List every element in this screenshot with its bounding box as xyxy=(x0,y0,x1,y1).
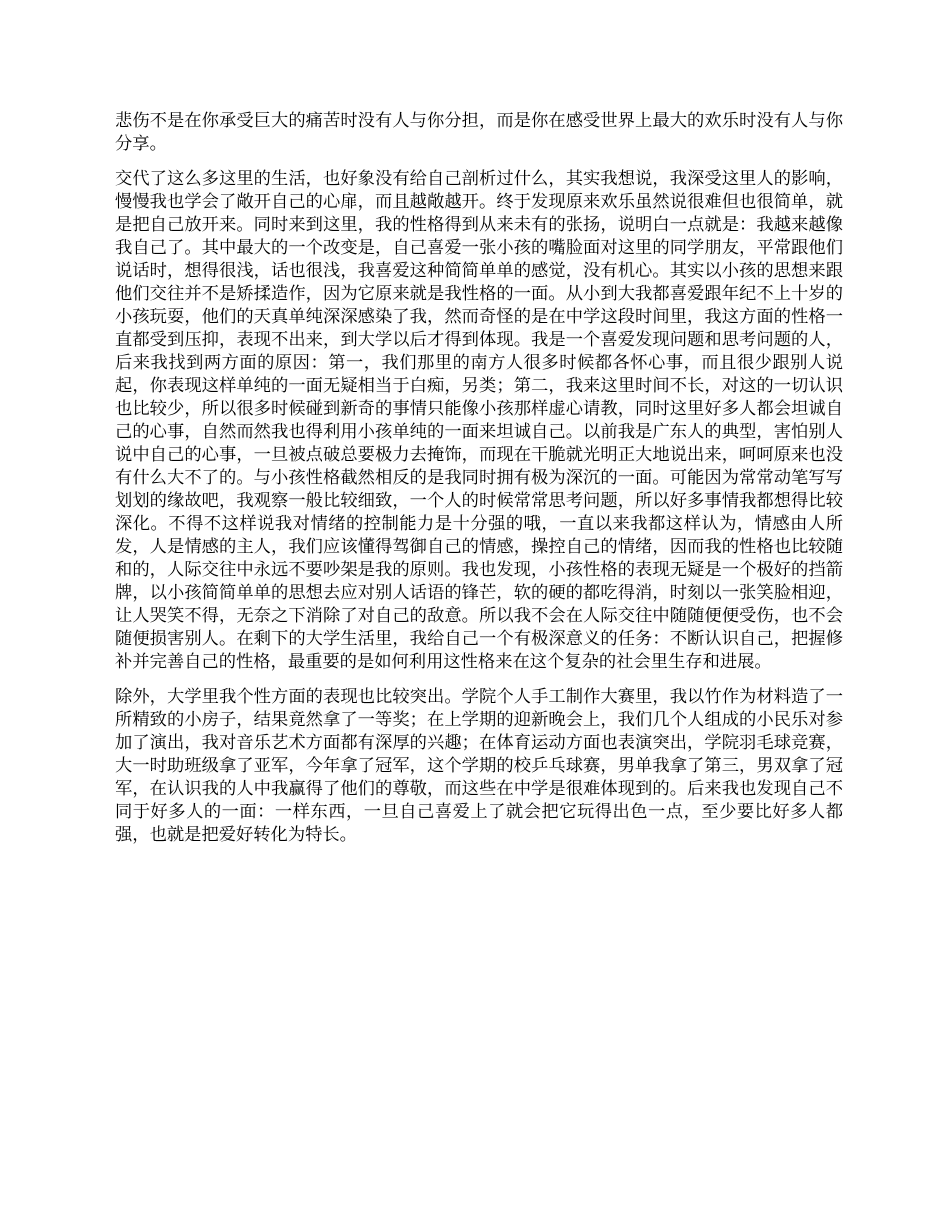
paragraph-personality: 交代了这么多这里的生活，也好象没有给自己剖析过什么，其实我想说，我深受这里人的影响，慢慢我也学会了敞开自己的心扉，而且越敞越开。终于发现原来欢乐虽然说很难但也很简单，就是把自己放开来。同时来到这里，我的性格得到从来未有的张扬，说明白一点就是：我越来越像我自己了。其中最大的一个改变是，自己喜爱一张小孩的嘴脸面对这里的同学朋友，平常跟他们说话时，想得很浅，话也很浅，我喜爱这种简简单单的感觉，没有机心。其实以小孩的思想来跟他们交往并不是矫揉造作，因为它原来就是我性格的一面。从小到大我都喜爱跟年纪不上十岁的小孩玩耍，他们的天真单纯深深感染了我，然而奇怪的是在中学这段时间里，我这方面的性格一直都受到压抑，表现不出来，到大学以后才得到体现。我是一个喜爱发现问题和思考问题的人，后来我找到两方面的原因：第一，我们那里的南方人很多时候都各怀心事，而且很少跟别人说起，你表现这样单纯的一面无疑相当于白痴，另类；第二，我来这里时间不长，对这的一切认识也比较少，所以很多时候碰到新奇的事情只能像小孩那样虚心请教，同时这里好多人都会坦诚自己的心事，自然而然我也得利用小孩单纯的一面来坦诚自己。以前我是广东人的典型，害怕别人说中自己的心事，一旦被点破总要极力去掩饰，而现在干脆就光明正大地说出来，呵呵原来也没有什么大不了的。与小孩性格截然相反的是我同时拥有极为深沉的一面。可能因为常常动笔写写划划的缘故吧，我观察一般比较细致，一个人的时候常常思考问题，所以好多事情我都想得比较深化。不得不这样说我对情绪的控制能力是十分强的哦，一直以来我都这样认为，情感由人所发，人是情感的主人，我们应该懂得驾御自己的情感，操控自己的情绪，因而我的性格也比较随和的，人际交往中永远不要吵架是我的原则。我也发现，小孩性格的表现无疑是一个极好的挡箭牌，以小孩简简单单的思想去应对别人话语的锋芒，软的硬的都吃得消，时刻以一张笑脸相迎，让人哭笑不得，无奈之下消除了对自己的敌意。所以我不会在人际交往中随随便便受伤，也不会随便损害别人。在剩下的大学生活里，我给自己一个有极深意义的任务：不断认识自己，把握修补并完善自己的性格，最重要的是如何利用这性格来在这个复杂的社会里生存和进展。 xyxy=(115,169,843,672)
paragraph-opening-quote: 悲伤不是在你承受巨大的痛苦时没有人与你分担，而是你在感受世界上最大的欢乐时没有人与你分享。 xyxy=(115,111,843,154)
document-page xyxy=(115,110,843,859)
paragraph-achievements: 除外，大学里我个性方面的表现也比较突出。学院个人手工制作大赛里，我以竹作为材料造了一所精致的小房子，结果竟然拿了一等奖；在上学期的迎新晚会上，我们几个人组成的小民乐对参加了演出，我对音乐艺术方面都有深厚的兴趣；在体育运动方面也表演突出，学院羽毛球竞赛，大一时助班级拿了亚军，今年拿了冠军，这个学期的校乒乓球赛，男单我拿了第三，男双拿了冠军，在认识我的人中我赢得了他们的尊敬，而这些在中学是很难体现到的。后来我也发现自己不同于好多人的一面：一样东西，一旦自己喜爱上了就会把它玩得出色一点，至少要比好多人都强，也就是把爱好转化为特长。 xyxy=(115,687,843,845)
